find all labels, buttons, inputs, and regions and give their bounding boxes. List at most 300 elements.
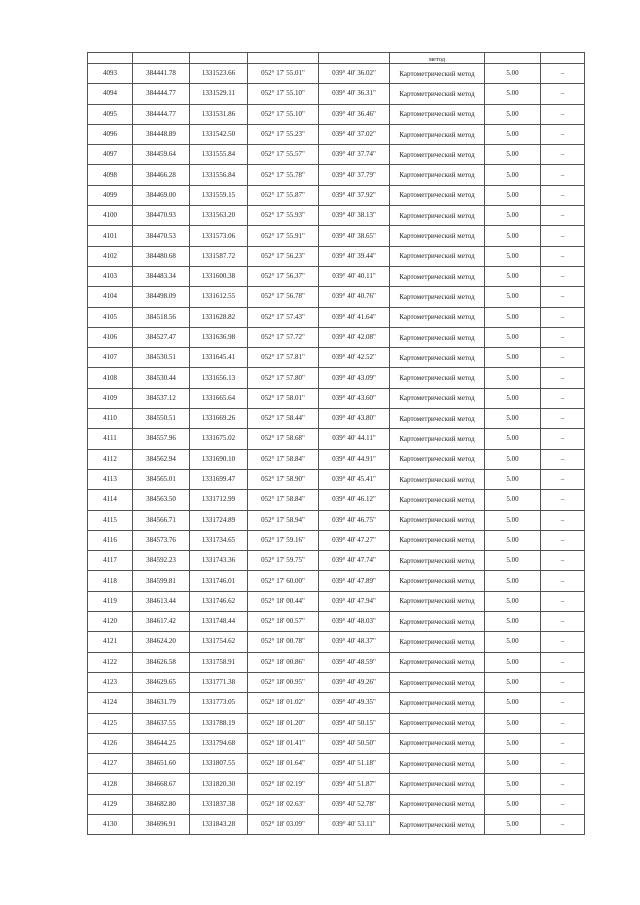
note-cell: – <box>541 348 585 368</box>
longitude-cell: 039° 40' 47.27" <box>319 530 390 550</box>
table-row <box>88 185 585 205</box>
note-cell: – <box>541 165 585 185</box>
latitude-cell: 052° 18' 03.09" <box>248 814 319 834</box>
note-cell: – <box>541 794 585 814</box>
method-cell: Картометрический метод <box>390 693 485 713</box>
accuracy-cell: 5.00 <box>485 266 541 286</box>
y-coordinate-cell: 1331563.20 <box>190 206 248 226</box>
note-cell: – <box>541 591 585 611</box>
longitude-cell: 039° 40' 40.11" <box>319 266 390 286</box>
latitude-cell: 052° 17' 55.87" <box>248 185 319 205</box>
y-coordinate-cell: 1331807.55 <box>190 754 248 774</box>
empty-cell <box>541 53 585 64</box>
table-row <box>88 226 585 246</box>
point-number-cell: 4126 <box>88 733 133 753</box>
method-cell: Картометрический метод <box>390 368 485 388</box>
note-cell: – <box>541 814 585 834</box>
accuracy-cell: 5.00 <box>485 551 541 571</box>
method-cell: Картометрический метод <box>390 104 485 124</box>
table-row <box>88 754 585 774</box>
accuracy-cell: 5.00 <box>485 348 541 368</box>
x-coordinate-cell: 384629.65 <box>133 672 190 692</box>
latitude-cell: 052° 18' 02.19" <box>248 774 319 794</box>
point-number-cell: 4130 <box>88 814 133 834</box>
point-number-cell: 4105 <box>88 307 133 327</box>
longitude-cell: 039° 40' 42.52" <box>319 348 390 368</box>
method-cell: Картометрический метод <box>390 814 485 834</box>
table-row <box>88 693 585 713</box>
point-number-cell: 4099 <box>88 185 133 205</box>
x-coordinate-cell: 384470.93 <box>133 206 190 226</box>
table-row <box>88 814 585 834</box>
note-cell: – <box>541 84 585 104</box>
accuracy-cell: 5.00 <box>485 64 541 84</box>
x-coordinate-cell: 384696.91 <box>133 814 190 834</box>
y-coordinate-cell: 1331712.99 <box>190 490 248 510</box>
empty-cell <box>88 53 133 64</box>
accuracy-cell: 5.00 <box>485 84 541 104</box>
method-cell-fragment: метод <box>390 53 485 64</box>
longitude-cell: 039° 40' 36.02" <box>319 64 390 84</box>
method-cell: Картометрический метод <box>390 226 485 246</box>
latitude-cell: 052° 17' 55.57" <box>248 145 319 165</box>
table-row <box>88 124 585 144</box>
y-coordinate-cell: 1331656.13 <box>190 368 248 388</box>
method-cell: Картометрический метод <box>390 327 485 347</box>
accuracy-cell: 5.00 <box>485 388 541 408</box>
longitude-cell: 039° 40' 48.37" <box>319 632 390 652</box>
latitude-cell: 052° 18' 01.02" <box>248 693 319 713</box>
x-coordinate-cell: 384483.34 <box>133 266 190 286</box>
x-coordinate-cell: 384441.78 <box>133 64 190 84</box>
method-cell: Картометрический метод <box>390 348 485 368</box>
method-cell: Картометрический метод <box>390 64 485 84</box>
x-coordinate-cell: 384566.71 <box>133 510 190 530</box>
note-cell: – <box>541 206 585 226</box>
accuracy-cell: 5.00 <box>485 632 541 652</box>
empty-cell <box>319 53 390 64</box>
point-number-cell: 4117 <box>88 551 133 571</box>
table-row <box>88 510 585 530</box>
y-coordinate-cell: 1331771.38 <box>190 672 248 692</box>
longitude-cell: 039° 40' 51.18" <box>319 754 390 774</box>
empty-cell <box>485 53 541 64</box>
point-number-cell: 4111 <box>88 429 133 449</box>
note-cell: – <box>541 754 585 774</box>
y-coordinate-cell: 1331556.84 <box>190 165 248 185</box>
table-row <box>88 348 585 368</box>
table-row <box>88 632 585 652</box>
latitude-cell: 052° 17' 56.78" <box>248 287 319 307</box>
point-number-cell: 4110 <box>88 409 133 429</box>
longitude-cell: 039° 40' 36.46" <box>319 104 390 124</box>
latitude-cell: 052° 17' 58.01" <box>248 388 319 408</box>
x-coordinate-cell: 384530.44 <box>133 368 190 388</box>
point-number-cell: 4128 <box>88 774 133 794</box>
x-coordinate-cell: 384518.56 <box>133 307 190 327</box>
latitude-cell: 052° 17' 59.75" <box>248 551 319 571</box>
note-cell: – <box>541 64 585 84</box>
point-number-cell: 4106 <box>88 327 133 347</box>
latitude-cell: 052° 18' 00.95" <box>248 672 319 692</box>
method-cell: Картометрический метод <box>390 490 485 510</box>
latitude-cell: 052° 17' 56.23" <box>248 246 319 266</box>
x-coordinate-cell: 384617.42 <box>133 612 190 632</box>
x-coordinate-cell: 384459.64 <box>133 145 190 165</box>
accuracy-cell: 5.00 <box>485 226 541 246</box>
accuracy-cell: 5.00 <box>485 530 541 550</box>
method-cell: Картометрический метод <box>390 185 485 205</box>
point-number-cell: 4094 <box>88 84 133 104</box>
longitude-cell: 039° 40' 46.75" <box>319 510 390 530</box>
y-coordinate-cell: 1331612.55 <box>190 287 248 307</box>
point-number-cell: 4093 <box>88 64 133 84</box>
latitude-cell: 052° 17' 56.37" <box>248 266 319 286</box>
y-coordinate-cell: 1331843.28 <box>190 814 248 834</box>
note-cell: – <box>541 632 585 652</box>
y-coordinate-cell: 1331758.91 <box>190 652 248 672</box>
y-coordinate-cell: 1331600.38 <box>190 266 248 286</box>
note-cell: – <box>541 409 585 429</box>
accuracy-cell: 5.00 <box>485 652 541 672</box>
empty-cell <box>190 53 248 64</box>
latitude-cell: 052° 17' 55.10" <box>248 84 319 104</box>
longitude-cell: 039° 40' 36.31" <box>319 84 390 104</box>
table-row <box>88 672 585 692</box>
y-coordinate-cell: 1331699.47 <box>190 469 248 489</box>
note-cell: – <box>541 124 585 144</box>
point-number-cell: 4096 <box>88 124 133 144</box>
longitude-cell: 039° 40' 43.80" <box>319 409 390 429</box>
x-coordinate-cell: 384562.94 <box>133 449 190 469</box>
table-row <box>88 429 585 449</box>
note-cell: – <box>541 388 585 408</box>
latitude-cell: 052° 17' 58.84" <box>248 490 319 510</box>
longitude-cell: 039° 40' 38.13" <box>319 206 390 226</box>
point-number-cell: 4115 <box>88 510 133 530</box>
method-cell: Картометрический метод <box>390 632 485 652</box>
longitude-cell: 039° 40' 41.64" <box>319 307 390 327</box>
accuracy-cell: 5.00 <box>485 733 541 753</box>
longitude-cell: 039° 40' 44.11" <box>319 429 390 449</box>
latitude-cell: 052° 17' 55.78" <box>248 165 319 185</box>
y-coordinate-cell: 1331531.86 <box>190 104 248 124</box>
method-cell: Картометрический метод <box>390 449 485 469</box>
x-coordinate-cell: 384631.79 <box>133 693 190 713</box>
method-cell: Картометрический метод <box>390 266 485 286</box>
table-row <box>88 327 585 347</box>
y-coordinate-cell: 1331573.06 <box>190 226 248 246</box>
x-coordinate-cell: 384537.12 <box>133 388 190 408</box>
accuracy-cell: 5.00 <box>485 612 541 632</box>
latitude-cell: 052° 17' 58.94" <box>248 510 319 530</box>
y-coordinate-cell: 1331559.15 <box>190 185 248 205</box>
note-cell: – <box>541 246 585 266</box>
coordinates-table <box>87 52 585 835</box>
method-cell: Картометрический метод <box>390 84 485 104</box>
accuracy-cell: 5.00 <box>485 672 541 692</box>
accuracy-cell: 5.00 <box>485 409 541 429</box>
method-cell: Картометрический метод <box>390 530 485 550</box>
longitude-cell: 039° 40' 50.15" <box>319 713 390 733</box>
point-number-cell: 4120 <box>88 612 133 632</box>
x-coordinate-cell: 384466.28 <box>133 165 190 185</box>
accuracy-cell: 5.00 <box>485 287 541 307</box>
note-cell: – <box>541 774 585 794</box>
y-coordinate-cell: 1331748.44 <box>190 612 248 632</box>
longitude-cell: 039° 40' 40.76" <box>319 287 390 307</box>
accuracy-cell: 5.00 <box>485 327 541 347</box>
y-coordinate-cell: 1331645.41 <box>190 348 248 368</box>
y-coordinate-cell: 1331746.01 <box>190 571 248 591</box>
note-cell: – <box>541 449 585 469</box>
y-coordinate-cell: 1331837.38 <box>190 794 248 814</box>
note-cell: – <box>541 226 585 246</box>
method-cell: Картометрический метод <box>390 571 485 591</box>
accuracy-cell: 5.00 <box>485 774 541 794</box>
continued-row <box>88 53 585 64</box>
latitude-cell: 052° 18' 00.78" <box>248 632 319 652</box>
y-coordinate-cell: 1331542.50 <box>190 124 248 144</box>
longitude-cell: 039° 40' 37.92" <box>319 185 390 205</box>
y-coordinate-cell: 1331675.02 <box>190 429 248 449</box>
x-coordinate-cell: 384599.81 <box>133 571 190 591</box>
point-number-cell: 4114 <box>88 490 133 510</box>
point-number-cell: 4107 <box>88 348 133 368</box>
longitude-cell: 039° 40' 49.26" <box>319 672 390 692</box>
table-row <box>88 165 585 185</box>
method-cell: Картометрический метод <box>390 246 485 266</box>
y-coordinate-cell: 1331669.26 <box>190 409 248 429</box>
longitude-cell: 039° 40' 42.08" <box>319 327 390 347</box>
longitude-cell: 039° 40' 49.35" <box>319 693 390 713</box>
x-coordinate-cell: 384444.77 <box>133 104 190 124</box>
latitude-cell: 052° 17' 55.91" <box>248 226 319 246</box>
x-coordinate-cell: 384626.58 <box>133 652 190 672</box>
table-row <box>88 551 585 571</box>
accuracy-cell: 5.00 <box>485 591 541 611</box>
y-coordinate-cell: 1331628.82 <box>190 307 248 327</box>
accuracy-cell: 5.00 <box>485 490 541 510</box>
x-coordinate-cell: 384480.68 <box>133 246 190 266</box>
note-cell: – <box>541 104 585 124</box>
method-cell: Картометрический метод <box>390 794 485 814</box>
method-cell: Картометрический метод <box>390 612 485 632</box>
latitude-cell: 052° 18' 00.86" <box>248 652 319 672</box>
point-number-cell: 4124 <box>88 693 133 713</box>
note-cell: – <box>541 287 585 307</box>
y-coordinate-cell: 1331746.62 <box>190 591 248 611</box>
method-cell: Картометрический метод <box>390 652 485 672</box>
accuracy-cell: 5.00 <box>485 104 541 124</box>
table-row <box>88 469 585 489</box>
table-row <box>88 713 585 733</box>
x-coordinate-cell: 384498.09 <box>133 287 190 307</box>
longitude-cell: 039° 40' 47.74" <box>319 551 390 571</box>
point-number-cell: 4095 <box>88 104 133 124</box>
table-row <box>88 571 585 591</box>
x-coordinate-cell: 384469.00 <box>133 185 190 205</box>
accuracy-cell: 5.00 <box>485 754 541 774</box>
x-coordinate-cell: 384651.60 <box>133 754 190 774</box>
latitude-cell: 052° 17' 55.23" <box>248 124 319 144</box>
note-cell: – <box>541 266 585 286</box>
x-coordinate-cell: 384550.51 <box>133 409 190 429</box>
table-body <box>88 53 585 835</box>
method-cell: Картометрический метод <box>390 469 485 489</box>
latitude-cell: 052° 18' 01.64" <box>248 754 319 774</box>
longitude-cell: 039° 40' 39.44" <box>319 246 390 266</box>
point-number-cell: 4125 <box>88 713 133 733</box>
method-cell: Картометрический метод <box>390 307 485 327</box>
y-coordinate-cell: 1331794.68 <box>190 733 248 753</box>
longitude-cell: 039° 40' 48.03" <box>319 612 390 632</box>
x-coordinate-cell: 384592.23 <box>133 551 190 571</box>
latitude-cell: 052° 17' 59.16" <box>248 530 319 550</box>
point-number-cell: 4103 <box>88 266 133 286</box>
latitude-cell: 052° 17' 55.01" <box>248 64 319 84</box>
x-coordinate-cell: 384573.76 <box>133 530 190 550</box>
accuracy-cell: 5.00 <box>485 206 541 226</box>
longitude-cell: 039° 40' 38.65" <box>319 226 390 246</box>
longitude-cell: 039° 40' 50.50" <box>319 733 390 753</box>
longitude-cell: 039° 40' 45.41" <box>319 469 390 489</box>
point-number-cell: 4112 <box>88 449 133 469</box>
x-coordinate-cell: 384527.47 <box>133 327 190 347</box>
point-number-cell: 4129 <box>88 794 133 814</box>
longitude-cell: 039° 40' 37.79" <box>319 165 390 185</box>
table-row <box>88 368 585 388</box>
y-coordinate-cell: 1331724.89 <box>190 510 248 530</box>
empty-cell <box>133 53 190 64</box>
method-cell: Картометрический метод <box>390 774 485 794</box>
latitude-cell: 052° 17' 58.90" <box>248 469 319 489</box>
latitude-cell: 052° 18' 01.41" <box>248 733 319 753</box>
point-number-cell: 4122 <box>88 652 133 672</box>
table-row <box>88 449 585 469</box>
point-number-cell: 4127 <box>88 754 133 774</box>
x-coordinate-cell: 384565.01 <box>133 469 190 489</box>
y-coordinate-cell: 1331529.11 <box>190 84 248 104</box>
accuracy-cell: 5.00 <box>485 368 541 388</box>
note-cell: – <box>541 612 585 632</box>
note-cell: – <box>541 490 585 510</box>
y-coordinate-cell: 1331690.10 <box>190 449 248 469</box>
longitude-cell: 039° 40' 43.09" <box>319 368 390 388</box>
note-cell: – <box>541 530 585 550</box>
note-cell: – <box>541 368 585 388</box>
y-coordinate-cell: 1331587.72 <box>190 246 248 266</box>
latitude-cell: 052° 17' 57.43" <box>248 307 319 327</box>
point-number-cell: 4100 <box>88 206 133 226</box>
note-cell: – <box>541 733 585 753</box>
table-row <box>88 774 585 794</box>
table-row <box>88 612 585 632</box>
y-coordinate-cell: 1331773.05 <box>190 693 248 713</box>
point-number-cell: 4108 <box>88 368 133 388</box>
table-row <box>88 530 585 550</box>
table-row <box>88 307 585 327</box>
accuracy-cell: 5.00 <box>485 510 541 530</box>
longitude-cell: 039° 40' 52.78" <box>319 794 390 814</box>
table-row <box>88 591 585 611</box>
x-coordinate-cell: 384637.55 <box>133 713 190 733</box>
y-coordinate-cell: 1331820.30 <box>190 774 248 794</box>
note-cell: – <box>541 469 585 489</box>
note-cell: – <box>541 652 585 672</box>
y-coordinate-cell: 1331665.64 <box>190 388 248 408</box>
latitude-cell: 052° 17' 57.81" <box>248 348 319 368</box>
latitude-cell: 052° 17' 60.00" <box>248 571 319 591</box>
point-number-cell: 4098 <box>88 165 133 185</box>
method-cell: Картометрический метод <box>390 510 485 530</box>
point-number-cell: 4113 <box>88 469 133 489</box>
longitude-cell: 039° 40' 47.89" <box>319 571 390 591</box>
note-cell: – <box>541 571 585 591</box>
method-cell: Картометрический метод <box>390 713 485 733</box>
latitude-cell: 052° 17' 58.84" <box>248 449 319 469</box>
accuracy-cell: 5.00 <box>485 429 541 449</box>
table-row <box>88 246 585 266</box>
method-cell: Картометрический метод <box>390 551 485 571</box>
method-cell: Картометрический метод <box>390 733 485 753</box>
x-coordinate-cell: 384644.25 <box>133 733 190 753</box>
point-number-cell: 4118 <box>88 571 133 591</box>
latitude-cell: 052° 18' 00.44" <box>248 591 319 611</box>
table-row <box>88 287 585 307</box>
y-coordinate-cell: 1331734.65 <box>190 530 248 550</box>
table-row <box>88 266 585 286</box>
longitude-cell: 039° 40' 46.12" <box>319 490 390 510</box>
table-row <box>88 84 585 104</box>
table-row <box>88 733 585 753</box>
accuracy-cell: 5.00 <box>485 307 541 327</box>
y-coordinate-cell: 1331636.98 <box>190 327 248 347</box>
point-number-cell: 4102 <box>88 246 133 266</box>
latitude-cell: 052° 18' 01.20" <box>248 713 319 733</box>
x-coordinate-cell: 384668.67 <box>133 774 190 794</box>
table-row <box>88 794 585 814</box>
longitude-cell: 039° 40' 43.60" <box>319 388 390 408</box>
note-cell: – <box>541 693 585 713</box>
x-coordinate-cell: 384448.89 <box>133 124 190 144</box>
method-cell: Картометрический метод <box>390 409 485 429</box>
accuracy-cell: 5.00 <box>485 124 541 144</box>
x-coordinate-cell: 384563.50 <box>133 490 190 510</box>
table-row <box>88 490 585 510</box>
point-number-cell: 4104 <box>88 287 133 307</box>
accuracy-cell: 5.00 <box>485 185 541 205</box>
latitude-cell: 052° 18' 00.57" <box>248 612 319 632</box>
latitude-cell: 052° 17' 57.72" <box>248 327 319 347</box>
latitude-cell: 052° 17' 55.93" <box>248 206 319 226</box>
longitude-cell: 039° 40' 48.59" <box>319 652 390 672</box>
accuracy-cell: 5.00 <box>485 814 541 834</box>
method-cell: Картометрический метод <box>390 165 485 185</box>
point-number-cell: 4101 <box>88 226 133 246</box>
x-coordinate-cell: 384444.77 <box>133 84 190 104</box>
y-coordinate-cell: 1331555.84 <box>190 145 248 165</box>
accuracy-cell: 5.00 <box>485 571 541 591</box>
accuracy-cell: 5.00 <box>485 246 541 266</box>
x-coordinate-cell: 384682.80 <box>133 794 190 814</box>
x-coordinate-cell: 384557.96 <box>133 429 190 449</box>
table-row <box>88 652 585 672</box>
longitude-cell: 039° 40' 53.11" <box>319 814 390 834</box>
table-row <box>88 409 585 429</box>
longitude-cell: 039° 40' 47.94" <box>319 591 390 611</box>
latitude-cell: 052° 17' 58.68" <box>248 429 319 449</box>
